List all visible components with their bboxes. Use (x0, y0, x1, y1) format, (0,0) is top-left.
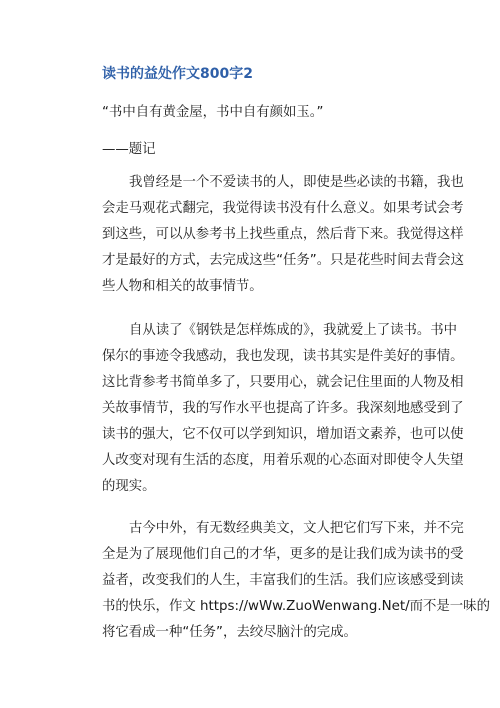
paragraph-line: 全是为了展现他们自己的才华，更多的是让我们成为读书的受 (102, 547, 464, 562)
document-title: 读书的益处作文800字2 (102, 66, 253, 82)
paragraph-line: 我曾经是一个不爱读书的人，即使是些必读的书籍，我也 (129, 175, 464, 190)
paragraph-line: 关故事情节，我的写作水平也提高了许多。我深刻地感受到了 (102, 401, 464, 416)
epigraph-attribution: ——题记 (102, 142, 156, 157)
paragraph-3 (102, 516, 490, 646)
paragraph-line: 到这些，可以从参考书上找些重点，然后背下来。我觉得这样 (102, 227, 464, 242)
paragraph-line: 人改变对现有生活的态度，用着乐观的心态面对即使令人失望 (102, 453, 464, 468)
paragraph-2 (102, 318, 464, 500)
paragraph-line: 保尔的事迹令我感动，我也发现，读书其实是件美好的事情。 (102, 349, 464, 364)
paragraph-line: 这比背参考书简单多了，只要用心，就会记住里面的人物及相 (102, 375, 464, 390)
paragraph-line: 会走马观花式翻完，我觉得读书没有什么意义。如果考试会考 (102, 201, 464, 216)
paragraph-line: 书的快乐，作文 https://wWw.ZuoWenwang.Net/而不是一味的 (102, 599, 490, 614)
paragraph-line: 的现实。 (102, 479, 156, 494)
paragraph-line: 自从读了《钢铁是怎样炼成的》，我就爱上了读书。书中 (129, 323, 458, 338)
paragraph-line: 才是最好的方式，去完成这些“任务”。只是花些时间去背会这 (102, 253, 465, 268)
paragraph-line: 些人物和相关的故事情节。 (102, 279, 263, 294)
paragraph-line: 益者，改变我们的人生，丰富我们的生活。我们应该感受到读 (102, 573, 464, 588)
paragraph-line: 将它看成一种“任务”，去绞尽脑汁的完成。 (102, 625, 357, 640)
epigraph-quote: “书中自有黄金屋，书中自有颜如玉。” (102, 105, 324, 120)
paragraph-1 (102, 170, 465, 300)
paragraph-line: 读书的强大，它不仅可以学到知识，增加语文素养，也可以使 (102, 427, 464, 442)
paragraph-line: 古今中外，有无数经典美文，文人把它们写下来，并不完 (129, 521, 464, 536)
